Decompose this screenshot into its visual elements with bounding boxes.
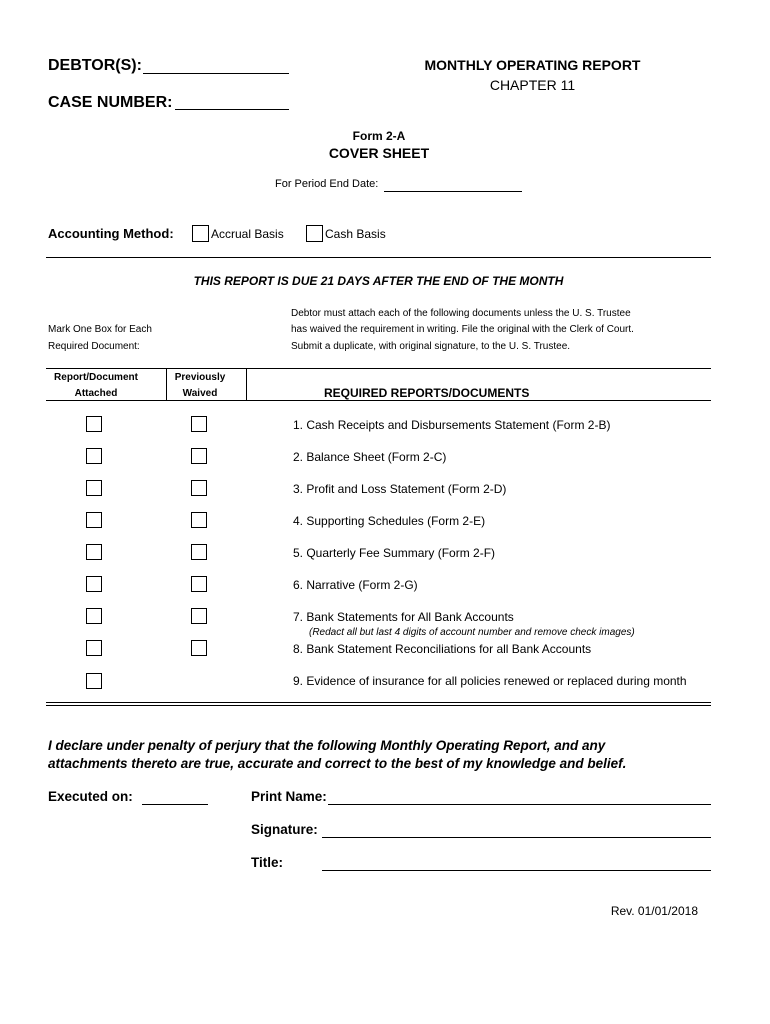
accrual-basis-label: Accrual Basis <box>211 227 284 241</box>
document-item-9: 9. Evidence of insurance for all policies renewed or replaced during month <box>293 674 687 688</box>
form-id: Form 2-A <box>352 129 406 143</box>
document-item-8: 8. Bank Statement Reconciliations for all Bank Accounts <box>293 642 592 656</box>
executed-on-field[interactable] <box>142 804 208 805</box>
due-notice: THIS REPORT IS DUE 21 DAYS AFTER THE END OF THE MONTH <box>193 274 564 288</box>
document-item-7-note: (Redact all but last 4 digits of account number and remove check images) <box>309 627 635 638</box>
divider <box>46 702 711 703</box>
signature-field[interactable] <box>322 837 711 838</box>
document-item-1: 1. Cash Receipts and Disbursements Statement (Form 2-B) <box>293 418 611 432</box>
waived-checkbox-3[interactable] <box>191 480 207 496</box>
title-field[interactable] <box>322 870 711 871</box>
sheet-title: COVER SHEET <box>328 145 430 161</box>
col-documents-header: REQUIRED REPORTS/DOCUMENTS <box>324 386 530 400</box>
col-attached-header-line1: Report/Document <box>54 372 138 383</box>
cash-basis-label: Cash Basis <box>325 227 386 241</box>
col-attached-header-line2: Attached <box>74 388 118 399</box>
waived-checkbox-2[interactable] <box>191 448 207 464</box>
signature-label: Signature: <box>251 822 318 837</box>
debtors-label: DEBTOR(S): <box>48 57 142 74</box>
divider <box>46 400 711 401</box>
document-item-6: 6. Narrative (Form 2-G) <box>293 578 418 592</box>
divider <box>46 257 711 258</box>
attach-instruction-line2: has waived the requirement in writing. File the original with the Clerk of Court. <box>291 324 634 335</box>
attached-checkbox-9[interactable] <box>86 673 102 689</box>
attached-checkbox-5[interactable] <box>86 544 102 560</box>
attached-checkbox-1[interactable] <box>86 416 102 432</box>
attached-checkbox-4[interactable] <box>86 512 102 528</box>
document-item-2: 2. Balance Sheet (Form 2-C) <box>293 450 447 464</box>
chapter-label: CHAPTER 11 <box>489 77 576 93</box>
document-item-4: 4. Supporting Schedules (Form 2-E) <box>293 514 486 528</box>
attached-checkbox-6[interactable] <box>86 576 102 592</box>
attach-instruction-line3: Submit a duplicate, with original signature, to the U. S. Trustee. <box>291 341 571 352</box>
executed-on-label: Executed on: <box>48 789 133 804</box>
mark-instruction-line2: Required Document: <box>48 341 140 352</box>
column-divider <box>246 368 247 400</box>
title-label: Title: <box>251 855 284 870</box>
accrual-basis-checkbox[interactable] <box>192 225 209 242</box>
print-name-field[interactable] <box>328 804 711 805</box>
period-end-field[interactable] <box>384 191 522 192</box>
report-title: MONTHLY OPERATING REPORT <box>424 57 641 73</box>
divider <box>46 368 711 369</box>
column-divider <box>166 368 167 400</box>
declaration-line1: I declare under penalty of perjury that the following Monthly Operating Report, and any <box>48 738 606 753</box>
waived-checkbox-4[interactable] <box>191 512 207 528</box>
attached-checkbox-2[interactable] <box>86 448 102 464</box>
document-item-7: 7. Bank Statements for All Bank Accounts <box>293 610 514 624</box>
document-item-3: 3. Profit and Loss Statement (Form 2-D) <box>293 482 507 496</box>
mark-instruction-line1: Mark One Box for Each <box>48 324 152 335</box>
debtors-field[interactable] <box>143 73 289 74</box>
attached-checkbox-8[interactable] <box>86 640 102 656</box>
col-waived-header-line1: Previously <box>174 372 226 383</box>
waived-checkbox-6[interactable] <box>191 576 207 592</box>
waived-checkbox-7[interactable] <box>191 608 207 624</box>
cash-basis-checkbox[interactable] <box>306 225 323 242</box>
waived-checkbox-5[interactable] <box>191 544 207 560</box>
case-number-label: CASE NUMBER: <box>48 94 173 111</box>
waived-checkbox-1[interactable] <box>191 416 207 432</box>
revision-date: Rev. 01/01/2018 <box>610 904 698 918</box>
divider <box>46 705 711 706</box>
period-end-label: For Period End Date: <box>275 178 379 190</box>
case-number-field[interactable] <box>175 109 289 110</box>
document-item-5: 5. Quarterly Fee Summary (Form 2-F) <box>293 546 496 560</box>
attached-checkbox-3[interactable] <box>86 480 102 496</box>
attached-checkbox-7[interactable] <box>86 608 102 624</box>
accounting-method-label: Accounting Method: <box>48 226 174 241</box>
waived-checkbox-8[interactable] <box>191 640 207 656</box>
col-waived-header-line2: Waived <box>182 388 218 399</box>
print-name-label: Print Name: <box>251 789 327 804</box>
declaration-line2: attachments thereto are true, accurate and correct to the best of my knowledge and belief. <box>48 756 627 771</box>
attach-instruction-line1: Debtor must attach each of the following documents unless the U. S. Trustee <box>291 308 631 319</box>
